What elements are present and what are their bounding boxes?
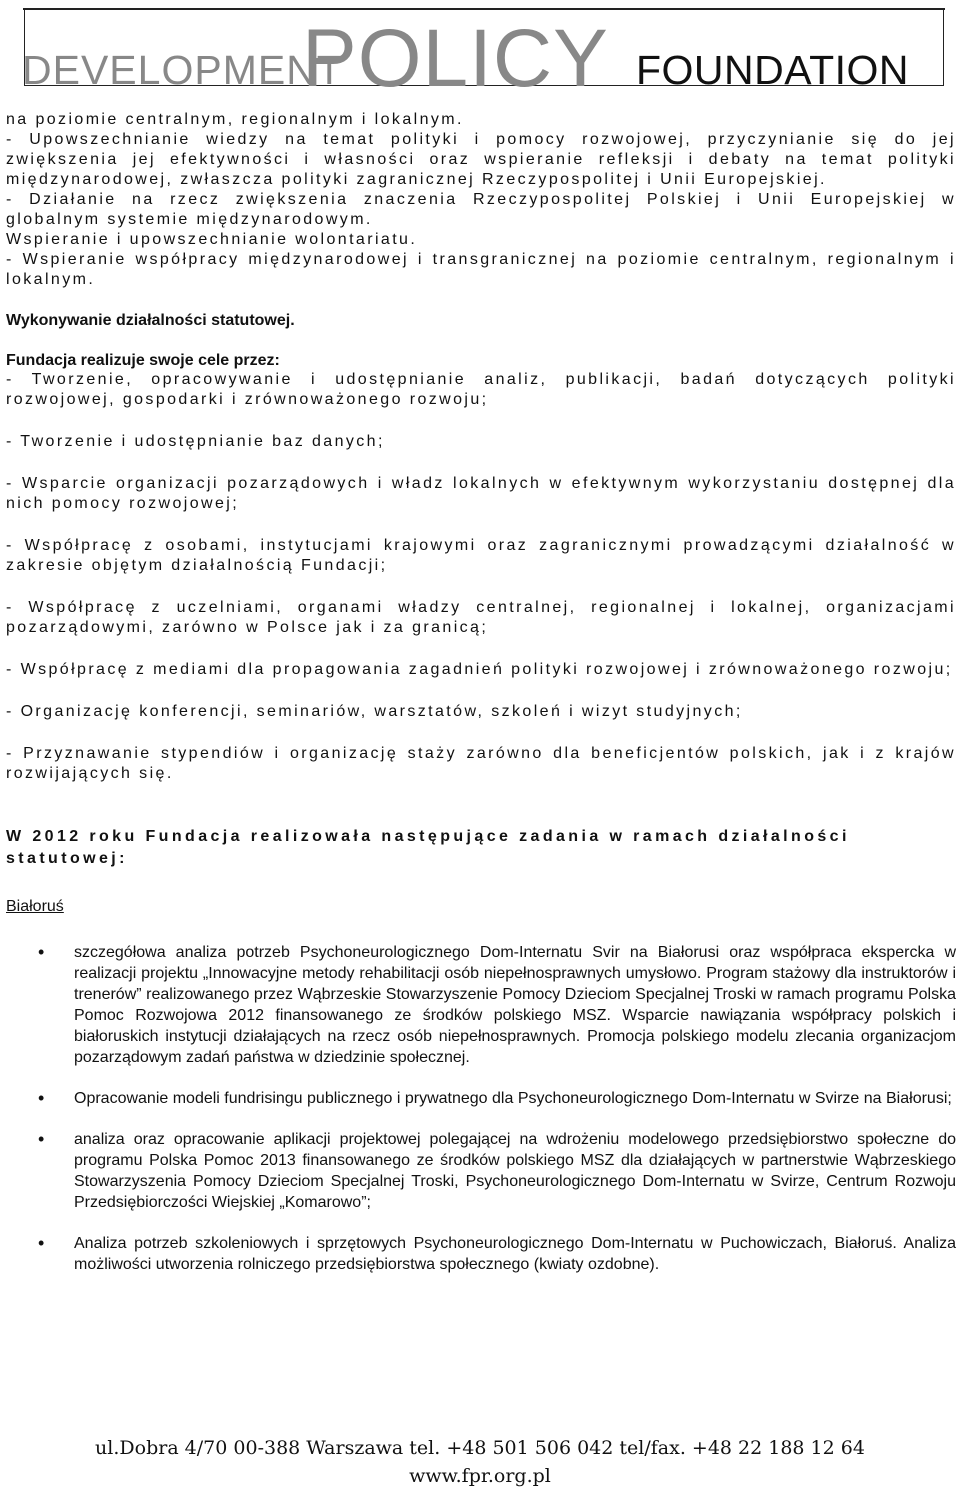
- logo-policy-text: POLICY: [302, 13, 609, 104]
- country-heading: Białoruś: [6, 898, 64, 915]
- intro-paragraph-2: - Upowszechnianie wiedzy na temat polityki i pomocy rozwojowej, przyczynianie się do jej zwiększenia jej efektywności i własności oraz wspieranie refleksji i debaty na temat polityki międzynarodowej, zwłaszcza polityki zagranicznej Rzeczypospolitej i Unii Europejskiej.: [6, 131, 956, 188]
- tasks-heading: W 2012 roku Fundacja realizowała następujące zadania w ramach działalności statutowej:: [6, 828, 850, 867]
- tasks-list: [6, 942, 956, 1275]
- realizes-item-2: - Tworzenie i udostępnianie baz danych;: [6, 433, 385, 450]
- list-item: [6, 1129, 956, 1213]
- realizes-item-1: - Tworzenie, opracowywanie i udostępnianie analiz, publikacji, badań dotyczących polityki rozwojowej, gospodarki i zrównoważonego rozwoju;: [6, 371, 956, 408]
- footer-website: www.fpr.org.pl: [409, 1465, 551, 1487]
- list-item-text: szczegółowa analiza potrzeb Psychoneurologicznego Dom-Internatu Svir na Białorusi oraz współpraca ekspercka w realizacji projektu „Innowacyjne metody rehabilitacji osób niepełnosprawnych umysłowo. Program stażowy dla instruktorów i trenerów” realizowanego przez Wąbrzeskie Stowarzyszenie Pomocy Dzieciom Specjalnej Troski w ramach programu Polska Pomoc Rozwojowa 2012 finansowanego ze środków polskiego MSZ. Wsparcie nawiązania współpracy polskich i białoruskich instytucji działających na rzecz osób niepełnosprawnych. Promocja polskiego modelu zlecania organizacjom pozarządowym zadań państwa w dziedzinie społecznej.: [74, 944, 956, 1066]
- realizes-item-3: - Wsparcie organizacji pozarządowych i władz lokalnych w efektywnym wykorzystaniu dostępnej dla nich pomocy rozwojowej;: [6, 475, 956, 512]
- bullet-icon: •: [38, 942, 45, 962]
- page-header: [0, 0, 960, 104]
- intro-paragraph-4: Wspieranie i upowszechnianie wolontariatu.: [6, 231, 418, 248]
- intro-paragraph-1: na poziomie centralnym, regionalnym i lokalnym.: [6, 111, 464, 128]
- realizes-item-4: - Współpracę z osobami, instytucjami krajowymi oraz zagranicznymi prowadzącymi działalność w zakresie objętym działalnością Fundacji;: [6, 537, 956, 574]
- intro-paragraph-3: - Działanie na rzecz zwiększenia znaczenia Rzeczypospolitej Polskiej i Unii Europejskiej w globalnym systemie międzynarodowym.: [6, 191, 956, 228]
- foundation-logo: [0, 0, 960, 104]
- bullet-icon: •: [38, 1233, 45, 1253]
- statutory-heading: Wykonywanie działalności statutowej.: [6, 312, 295, 329]
- list-item: [6, 1088, 956, 1109]
- realizes-item-7: - Organizację konferencji, seminariów, warsztatów, szkoleń i wizyt studyjnych;: [6, 703, 743, 720]
- logo-development-text: DEVELOPMENT: [22, 47, 343, 93]
- realizes-item-5: - Współpracę z uczelniami, organami władzy centralnej, regionalnej i lokalnej, organizacjami pozarządowymi, zarówno w Polsce jak i za granicą;: [6, 599, 956, 636]
- intro-paragraph-5: - Wspieranie współpracy międzynarodowej i transgranicznej na poziomie centralnym, regionalnym i lokalnym.: [6, 251, 956, 288]
- page-footer: [0, 1434, 960, 1490]
- bullet-icon: •: [38, 1088, 45, 1108]
- footer-address: ul.Dobra 4/70 00-388 Warszawa tel. +48 501 506 042 tel/fax. +48 22 188 12 64: [95, 1437, 865, 1459]
- realizes-heading: Fundacja realizuje swoje cele przez:: [6, 352, 280, 369]
- list-item: [6, 1233, 956, 1275]
- list-item-text: Analiza potrzeb szkoleniowych i sprzętowych Psychoneurologicznego Dom-Internatu w Puchowiczach, Białoruś. Analiza możliwości utworzenia rolniczego przedsiębiorstwa społecznego (kwiaty ozdobne).: [74, 1235, 956, 1273]
- list-item-text: analiza oraz opracowanie aplikacji projektowej polegającej na wdrożeniu modelowego przedsiębiorstwo społeczne do programu Polska Pomoc 2013 finansowanego ze środków polskiego MSZ dla działających w partnerstwie Wąbrzeskiego Stowarzyszenia Pomocy Dzieciom Specjalnej Troski, Psychoneurologicznego Dom-Internatu w Svirze, Centrum Rozwoju Przedsiębiorczości Wiejskiej „Komarowo”;: [74, 1131, 956, 1211]
- bullet-icon: •: [38, 1129, 45, 1149]
- list-item: [6, 942, 956, 1068]
- realizes-item-8: - Przyznawanie stypendiów i organizację staży zarówno dla beneficjentów polskich, jak i z krajów rozwijających się.: [6, 745, 956, 782]
- document-body: [6, 110, 956, 1295]
- list-item-text: Opracowanie modeli fundrisingu publicznego i prywatnego dla Psychoneurologicznego Dom-Internatu w Svirze na Białorusi;: [74, 1090, 952, 1107]
- logo-foundation-text: FOUNDATION: [636, 47, 910, 93]
- realizes-item-6: - Współpracę z mediami dla propagowania zagadnień polityki rozwojowej i zrównoważonego rozwoju;: [6, 661, 953, 678]
